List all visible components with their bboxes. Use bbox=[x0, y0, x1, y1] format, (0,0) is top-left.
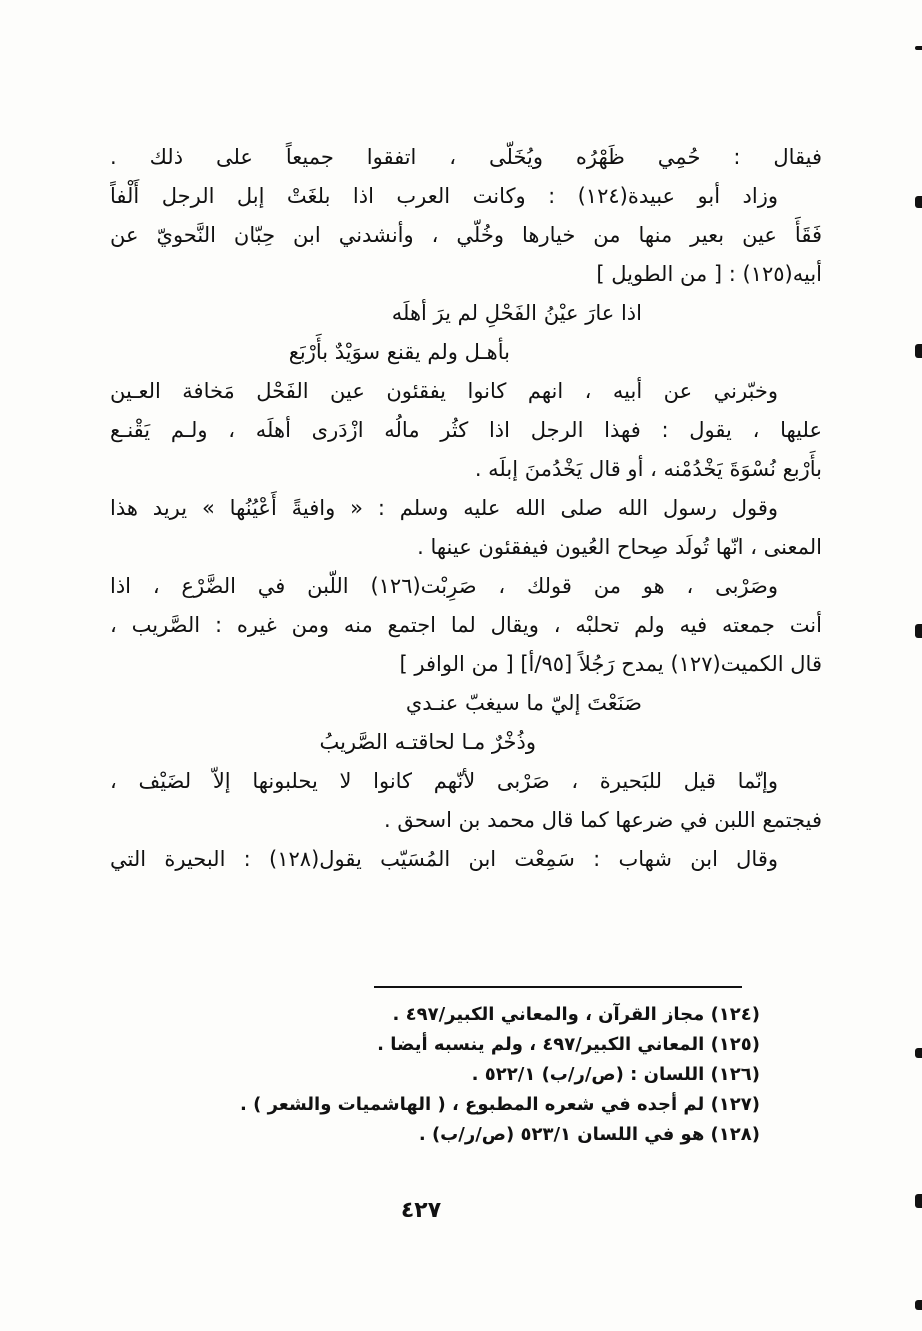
text-line-10: وقول رسول الله صلى الله عليه وسلم : « وافيةً أَعْيُنُها » يريد هذا bbox=[110, 496, 778, 520]
text-line-1: فيقال : حُمِي ظَهْرُه ويُخَلّى ، اتفقوا جميعاً على ذلك . bbox=[110, 145, 822, 169]
text-line-4: أبيه(١٢٥) : [ من الطويل ] bbox=[596, 262, 822, 286]
scan-edge-mark bbox=[915, 344, 922, 358]
scan-edge-mark bbox=[915, 624, 922, 638]
footnote-128: (١٢٨) هو في اللسان ٥٢٣/١ (ص/ر/ب) . bbox=[418, 1124, 760, 1145]
footnote-125: (١٢٥) المعاني الكبير/٤٩٧ ، ولم ينسبه أيضا . bbox=[377, 1034, 760, 1055]
verse-1-hemistich-1: اذا عارَ عيْنُ الفَحْلِ لم يرَ أهلَه bbox=[391, 301, 642, 325]
scan-edge-mark bbox=[915, 196, 922, 208]
text-line-12: وصَرْبى ، هو من قولك ، صَرِبْت(١٢٦) اللّبن في الضَّرْع ، اذا bbox=[110, 574, 779, 598]
verse-2-hemistich-2: وذُخْرٌ مـا لحاقتـه الصَّريبُ bbox=[319, 730, 536, 754]
page-number: ٤٢٧ bbox=[400, 1198, 442, 1223]
verse-1-hemistich-2: بأهـل ولم يقنع سوَيْدٌ بأَرْبَع bbox=[288, 340, 510, 364]
scan-edge-mark bbox=[915, 1300, 922, 1310]
text-line-3: فَقَأَ عين بعير منها من خيارها وخُلّي ، وأنشدني ابن حِبّان النَّحويّ عن bbox=[110, 223, 822, 247]
text-line-17: وإنّما قيل للبَحيرة ، صَرْبى لأنّهم كانوا لا يحلبونها إلاّ لضَيْف ، bbox=[110, 769, 778, 793]
verse-2-hemistich-1: صَنَعْتَ إليّ ما سيغبّ عنـدي bbox=[405, 691, 642, 715]
text-line-9: بأَرْبع نُسْوَةَ يَخْدُمْنه ، أو قال يَخْدُمنَ إبلَه . bbox=[474, 457, 822, 481]
text-line-13: أنت جمعته فيه ولم تحلبْه ، ويقال لما اجتمع منه ومن غيره : الصَّريب ، bbox=[110, 613, 822, 637]
text-line-18: فيجتمع اللبن في ضرعها كما قال محمد بن اسحق . bbox=[384, 808, 822, 832]
footnote-separator bbox=[374, 986, 742, 988]
text-line-11: المعنى ، انّها تُولَد صِحاح العُيون فيفقئون عينها . bbox=[417, 535, 822, 559]
text-line-8: عليها ، يقول : فهذا الرجل اذا كثُر مالُه ازْدَرى أهلَه ، ولـم يَقْنـع bbox=[110, 418, 822, 442]
footnote-124: (١٢٤) مجاز القرآن ، والمعاني الكبير/٤٩٧ . bbox=[392, 1004, 760, 1025]
footnote-126: (١٢٦) اللسان : (ص/ر/ب) ٥٢٢/١ . bbox=[471, 1064, 760, 1085]
scan-edge-mark bbox=[915, 1048, 922, 1058]
main-text bbox=[110, 138, 822, 879]
scan-edge-mark bbox=[915, 46, 922, 50]
footnote-127: (١٢٧) لم أجده في شعره المطبوع ، ( الهاشميات والشعر ) . bbox=[240, 1094, 760, 1115]
text-line-7: وخبّرني عن أبيه ، انهم كانوا يفقئون عين الفَحْل مَخافة العـين bbox=[110, 379, 778, 403]
text-line-19: وقال ابن شهاب : سَمِعْت ابن المُسَيّب يقول(١٢٨) : البحيرة التي bbox=[110, 847, 779, 871]
text-line-14: قال الكميت(١٢٧) يمدح رَجُلاً [٩٥/أ] [ من الوافر ] bbox=[399, 652, 822, 676]
text-line-2: وزاد أبو عبيدة(١٢٤) : وكانت العرب اذا بلغَتْ إبل الرجل أَلْفاً bbox=[110, 184, 778, 208]
scan-edge-mark bbox=[915, 1194, 922, 1208]
footnotes bbox=[200, 1000, 760, 1150]
